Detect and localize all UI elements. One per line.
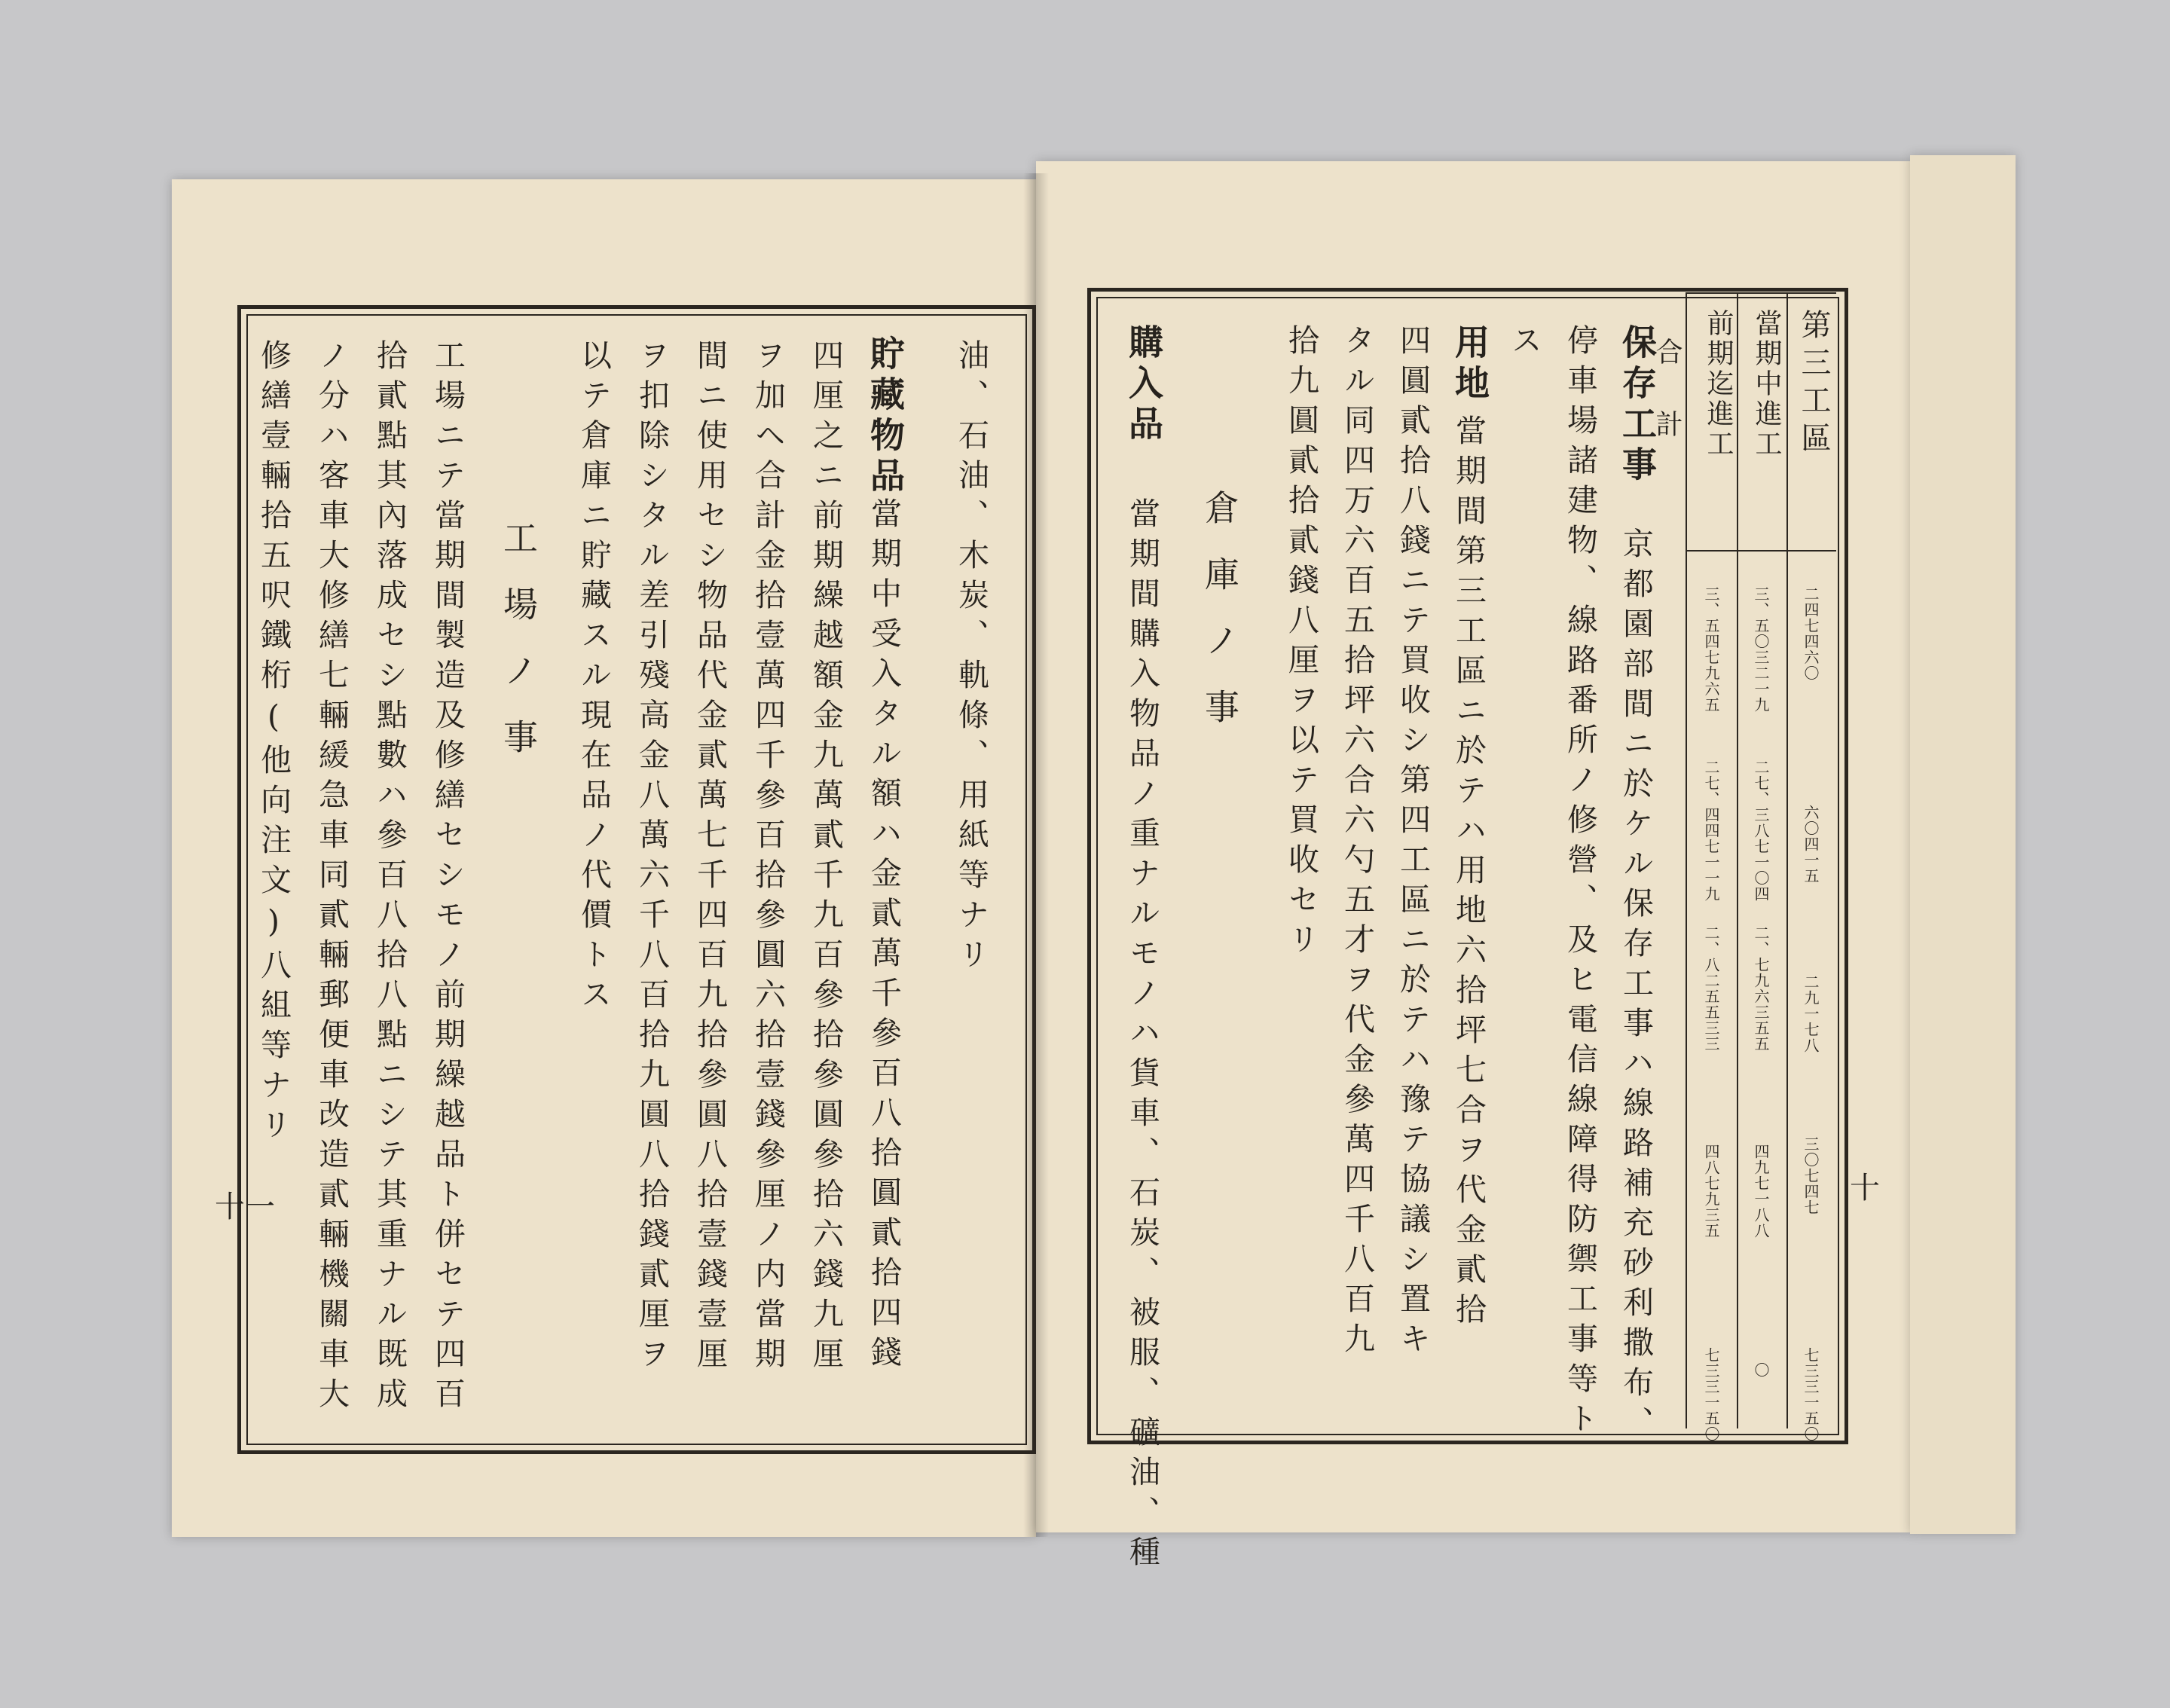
page-number-left: 十一 bbox=[215, 1190, 275, 1224]
text-column: ス bbox=[1506, 324, 1542, 364]
page-number-right: 十 bbox=[1850, 1171, 1880, 1205]
text-column: ノ分ハ客車大修繕七輛緩急車同貳輛郵便車改造貳輛機關車大 bbox=[313, 339, 350, 1417]
table-cell: 七三三一五〇 bbox=[1802, 1347, 1820, 1442]
construction-table bbox=[1652, 292, 1836, 1442]
text-column: 拾貳點其內落成セシ點數ハ參百八拾八點ニシテ其重ナル既成 bbox=[371, 339, 408, 1417]
text-column: 以テ倉庫ニ貯藏スル現在品ノ代價トス bbox=[576, 339, 612, 1018]
table-cell: 三〇七四七 bbox=[1802, 1136, 1820, 1215]
table-cell: 三、五四七九六五 bbox=[1702, 586, 1720, 713]
text-column: 當期中受入タル額ハ金貳萬千參百八拾圓貳拾四錢 bbox=[866, 497, 902, 1376]
section-heading-purchases: 購入品 bbox=[1123, 324, 1164, 446]
section-heading-land: 用地 bbox=[1450, 324, 1490, 405]
table-row-label: 第三工區 bbox=[1796, 309, 1831, 460]
section-heading-maintenance: 保存工事 bbox=[1617, 324, 1658, 487]
table-header: 當期中進工 bbox=[1751, 309, 1782, 460]
text-column: 四圓貳拾八錢ニテ買收シ第四工區ニ於テハ豫テ協議シ置キ bbox=[1395, 324, 1431, 1362]
text-column: 四厘之ニ前期繰越額金九萬貳千九百參拾參圓參拾六錢九厘 bbox=[808, 339, 844, 1377]
text-column: 工場ニテ當期間製造及修繕セシモノ前期繰越品ト併セテ四百 bbox=[429, 339, 466, 1417]
section-heading-factory: 工場ノ事 bbox=[498, 520, 539, 785]
table-header: 前期迄進工 bbox=[1703, 309, 1734, 460]
back-page-edge bbox=[1910, 155, 2016, 1534]
table-cell: 四九七一八八 bbox=[1752, 1144, 1770, 1239]
table-cell: 二、八二五五三三 bbox=[1702, 925, 1720, 1052]
table-cell: 七三三一五〇 bbox=[1702, 1347, 1720, 1442]
text-column: ヲ加ヘ合計金拾壹萬四千參百拾參圓六拾壹錢參厘ノ内當期 bbox=[750, 339, 786, 1377]
table-cell: 〇 bbox=[1752, 1362, 1770, 1378]
text-column: ヲ扣除シタル差引殘高金八萬六千八百拾九圓八拾錢貳厘ヲ bbox=[634, 339, 670, 1377]
text-column: 間ニ使用セシ物品代金貳萬七千四百九拾參圓八拾壹錢壹厘 bbox=[692, 339, 728, 1377]
table-cell: 三、五〇三二一九 bbox=[1752, 586, 1770, 713]
section-heading-warehouse: 倉庫ノ事 bbox=[1200, 490, 1240, 755]
text-column: タル同四万六百五拾坪六合六勺五才ヲ代金參萬四千八百九 bbox=[1339, 324, 1375, 1362]
table-cell: 二七、四四七一一九 bbox=[1702, 759, 1720, 902]
text-column: 拾九圓貳拾貳錢八厘ヲ以テ買收セリ bbox=[1283, 324, 1319, 963]
table-cell: 二、七九六三五五 bbox=[1752, 925, 1770, 1052]
table-cell: 四八七九三五 bbox=[1702, 1144, 1720, 1239]
section-heading-storage: 貯藏物品 bbox=[865, 335, 906, 498]
table-cell: 二七、三八七一〇四 bbox=[1752, 759, 1770, 902]
text-column: 當期間第三工區ニ於テハ用地六拾坪七合ヲ代金貳拾 bbox=[1450, 414, 1487, 1333]
table-cell: 六〇四一五 bbox=[1802, 805, 1820, 884]
text-column: 京都園部間ニ於ケル保存工事ハ線路補充砂利撒布、 bbox=[1618, 527, 1654, 1446]
text-column: 當期間購入物品ノ重ナルモノハ貨車、石炭、被服、礦油、種 bbox=[1124, 497, 1160, 1575]
text-column: 修繕壹輛拾五呎鐵桁(他向注文)八組等ナリ bbox=[255, 339, 292, 1148]
text-column: 停車場諸建物、線路番所ノ修營、及ヒ電信線障得防禦工事等ト bbox=[1562, 324, 1598, 1442]
table-cell: 二九一七八 bbox=[1802, 974, 1820, 1053]
table-header: 合計 bbox=[1652, 338, 1683, 482]
text-column: 油、石油、木炭、軌條、用紙等ナリ bbox=[953, 339, 989, 978]
table-cell: 二四七四六〇 bbox=[1802, 586, 1820, 681]
